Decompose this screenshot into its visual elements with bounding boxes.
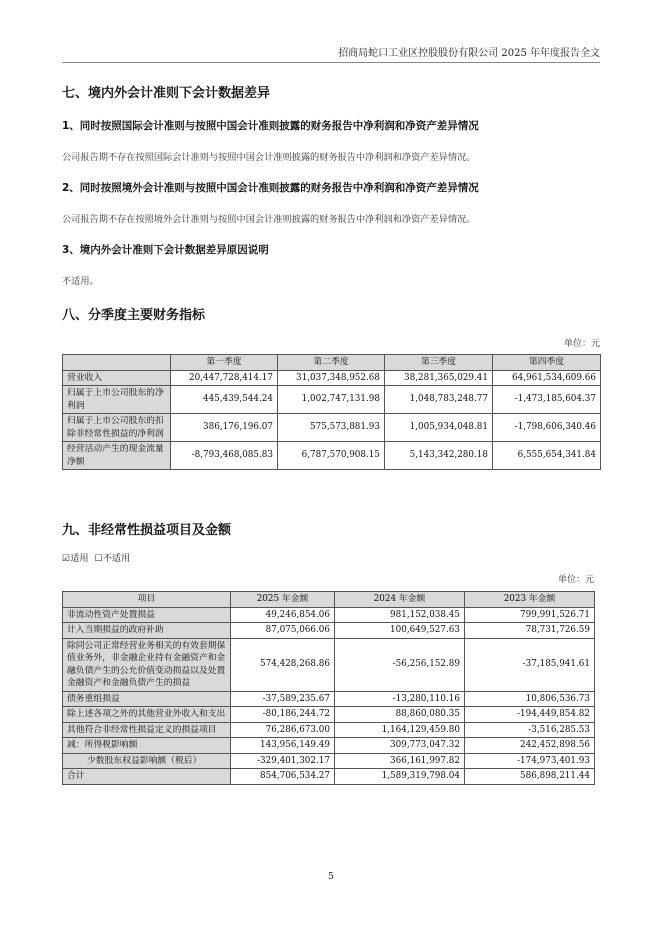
table-cell: -174,973,401.93 [465,753,595,769]
table-cell: 78,731,726.59 [465,623,595,639]
table-cell: -56,256,152.89 [335,638,465,691]
non-recurring-header-cell: 2024 年金额 [335,592,465,608]
quarterly-table [62,354,601,470]
table-cell: -329,401,302.17 [231,753,335,769]
section-7-3-title: 3、境内外会计准则下会计数据差异原因说明 [62,244,269,256]
row-label: 减：所得税影响额 [63,738,231,754]
row-label: 少数股东权益影响额（税后） [63,753,231,769]
quarterly-header-cell [63,355,171,371]
table-row [63,386,601,414]
row-label: 归属于上市公司股东的净利润 [63,386,171,414]
section-9-title: 九、非经常性损益项目及金额 [62,523,232,538]
section-7-1-text: 公司报告期不存在按照国际会计准则与按照中国会计准则披露的财务报告中净利润和净资产差异情况。 [62,152,476,163]
non-recurring-header-row [63,592,595,608]
table-row [63,370,601,386]
table-row [63,623,595,639]
table-cell: 1,589,319,798.04 [335,769,465,785]
table-cell: 31,037,348,952.68 [278,370,385,386]
section-8-unit: 单位：元 [563,339,600,349]
not-applicable-label: 不适用 [102,553,131,564]
table-cell: -1,473,185,604.37 [493,386,601,414]
table-cell: 88,860,080.35 [335,707,465,723]
non-recurring-header-cell: 2023 年金额 [465,592,595,608]
quarterly-header-cell: 第一季度 [171,355,278,371]
table-cell: 76,286,673.00 [231,722,335,738]
table-row [63,607,595,623]
table-row [63,691,595,707]
table-cell: 100,649,527.63 [335,623,465,639]
section-7-2-title: 2、同时按照境外会计准则与按照中国会计准则披露的财务报告中净利润和净资产差异情况 [62,182,479,194]
section-7-1-title: 1、同时按照国际会计准则与按照中国会计准则披露的财务报告中净利润和净资产差异情况 [62,120,479,132]
table-row [63,753,595,769]
table-cell: 575,573,881.93 [278,414,385,442]
non-recurring-header-cell: 2025 年金额 [231,592,335,608]
row-label: 除上述各项之外的其他营业外收入和支出 [63,707,231,723]
quarterly-header-cell: 第四季度 [493,355,601,371]
table-cell: 49,246,854.06 [231,607,335,623]
row-label: 经营活动产生的现金流量净额 [63,442,171,470]
table-cell: 87,075,066.06 [231,623,335,639]
table-row [63,442,601,470]
section-7-3-text: 不适用。 [62,276,99,287]
table-cell: 445,439,544.24 [171,386,278,414]
checked-checkbox-icon: ☑ [62,553,71,564]
table-cell: 586,898,211.44 [465,769,595,785]
table-cell: 143,956,149.49 [231,738,335,754]
non-recurring-table [62,591,595,785]
table-cell: 854,706,534.27 [231,769,335,785]
table-cell: 6,555,654,341.84 [493,442,601,470]
table-row [63,738,595,754]
applicable-label: 适用 [70,553,89,564]
table-cell: 981,152,038.45 [335,607,465,623]
section-7-2-text: 公司报告期不存在按照境外会计准则与按照中国会计准则披露的财务报告中净利润和净资产差异情况。 [62,214,476,225]
table-cell: 64,961,534,609.66 [493,370,601,386]
table-cell: 5,143,342,280.18 [385,442,493,470]
page-number: 5 [328,872,334,882]
table-row [63,707,595,723]
section-9-unit: 单位：元 [557,575,594,585]
table-cell: 6,787,570,908.15 [278,442,385,470]
table-cell: 242,452,898.56 [465,738,595,754]
table-row [63,414,601,442]
table-cell: 38,281,365,029.41 [385,370,493,386]
applicability-line [62,550,130,564]
row-label: 除同公司正常经营业务相关的有效套期保值业务外，非金融企业持有金融资产和金融负债产生的公允价值变动损益以及处置金融资产和金融负债产生的损益 [63,638,231,691]
row-label: 计入当期损益的政府补助 [63,623,231,639]
table-cell: 20,447,728,414.17 [171,370,278,386]
table-cell: -194,449,854.82 [465,707,595,723]
section-7-title: 七、境内外会计准则下会计数据差异 [62,86,271,101]
row-label: 其他符合非经常性损益定义的损益项目 [63,722,231,738]
unchecked-checkbox-icon: ☐ [94,553,103,564]
quarterly-header-row [63,355,601,371]
table-cell: 1,002,747,131.98 [278,386,385,414]
table-cell: 799,991,526.71 [465,607,595,623]
table-cell: 1,048,783,248.77 [385,386,493,414]
table-cell: 309,773,047.32 [335,738,465,754]
quarterly-header-cell: 第三季度 [385,355,493,371]
table-cell: 574,428,268.86 [231,638,335,691]
quarterly-header-cell: 第二季度 [278,355,385,371]
table-cell: 10,806,536.73 [465,691,595,707]
page-header: 招商局蛇口工业区控股股份有限公司 2025 年年度报告全文 [62,44,600,63]
table-cell: 1,005,934,048.81 [385,414,493,442]
table-row [63,638,595,691]
non-recurring-header-cell: 项目 [63,592,231,608]
table-cell: 366,161,997.82 [335,753,465,769]
table-cell: -1,798,606,340.46 [493,414,601,442]
table-cell: -37,589,235.67 [231,691,335,707]
row-label: 合计 [63,769,231,785]
table-row [63,722,595,738]
table-cell: 386,176,196.07 [171,414,278,442]
table-cell: -80,186,244.72 [231,707,335,723]
table-row [63,769,595,785]
table-cell: -3,516,285.53 [465,722,595,738]
row-label: 非流动性资产处置损益 [63,607,231,623]
section-8-title: 八、分季度主要财务指标 [62,308,206,323]
table-cell: -8,793,468,085.83 [171,442,278,470]
row-label: 债务重组损益 [63,691,231,707]
row-label: 归属于上市公司股东的扣除非经常性损益的净利润 [63,414,171,442]
table-cell: -37,185,941.61 [465,638,595,691]
table-cell: -13,280,110.16 [335,691,465,707]
row-label: 营业收入 [63,370,171,386]
table-cell: 1,164,129,459.80 [335,722,465,738]
